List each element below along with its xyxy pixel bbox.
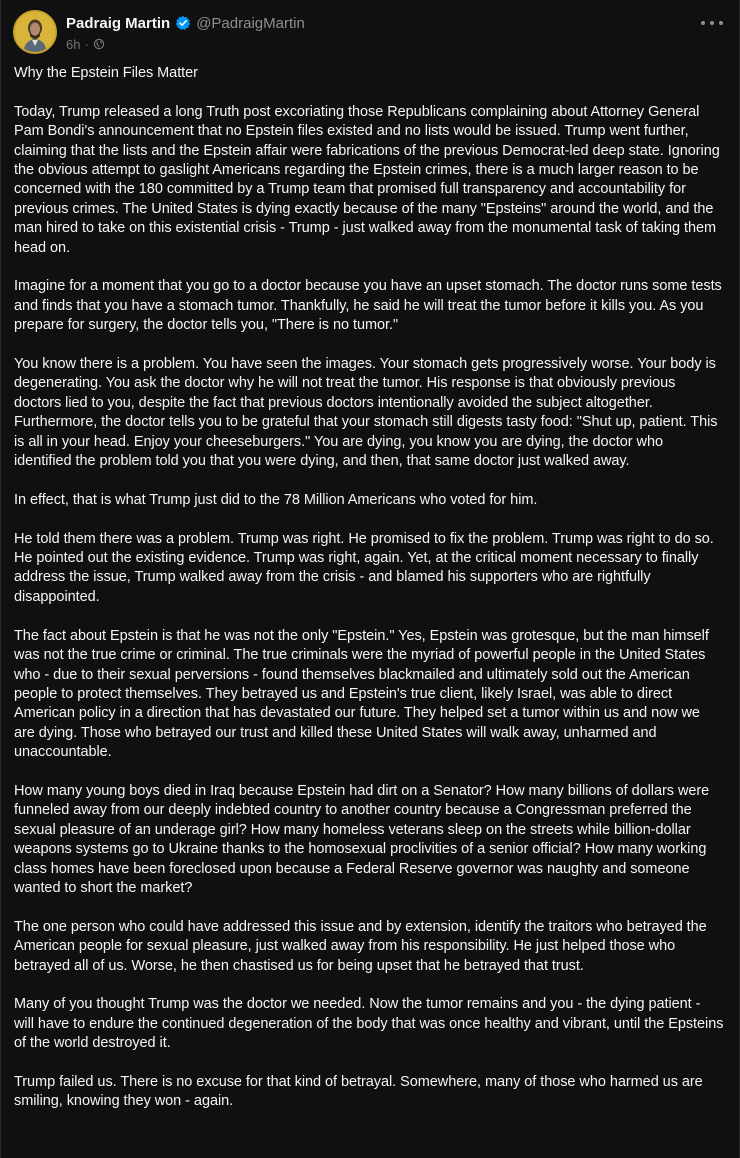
post-paragraph: How many young boys died in Iraq because Epstein had dirt on a Senator? How many billions of dollars were funneled away from our deeply indebted country to another country because a Congressman preferred the sexual pleasure of an underage girl? How many homeless veterans sleep on the streets while billion-dollar weapons systems go to Ukraine thanks to the homosexual proclivities of a senior official? How many working class homes have been foreclosed upon because a Federal Reserve governor was naughty and someone wanted to short the market?: [14, 782, 710, 896]
author-row: [66, 13, 305, 33]
post-title: Why the Epstein Files Matter: [14, 65, 198, 81]
verified-badge-icon: [175, 15, 191, 31]
post-paragraph: The fact about Epstein is that he was not the only "Epstein." Yes, Epstein was grotesque, but the man himself was not the true crime or criminal. The true criminals were the myriad of powerful people in the United States who - due to their sexual perversions - found themselves blackmailed and ultimately sold out the American people to protect themselves. They betrayed us and Epstein's true client, likely Israel, was able to direct American policy in a direction that has devastated our future. They helped set a tumor within us and now we are dying. Those who betrayed our trust and killed these United States will walk away, unharmed and unaccountable.: [14, 627, 709, 761]
post-paragraph: You know there is a problem. You have seen the images. Your stomach gets progressively worse. Your body is degenerating. You ask the doctor why he will not treat the tumor. His response is that obviously previous doctors lied to you, despite the fact that previous doctors intentionally avoided the subject altogether. Furthermore, the doctor tells you to be grateful that your stomach still digests tasty food: "Shut up, patient. This is all in your head. Enjoy your cheeseburgers." You are dying, you know you are dying, the doctor who identified the problem told you that you were dying, and then, that same doctor just walked away.: [14, 356, 718, 470]
post-timestamp[interactable]: 6h: [66, 36, 81, 52]
post-paragraph: Trump failed us. There is no excuse for that kind of betrayal. Somewhere, many of those who harmed us are smiling, knowing they won - again.: [14, 1073, 703, 1110]
meta-separator: ·: [84, 36, 89, 52]
author-display-name[interactable]: Padraig Martin: [66, 14, 171, 32]
more-dot: [701, 21, 705, 25]
globe-icon: [93, 38, 105, 50]
post-paragraph: Many of you thought Trump was the doctor we needed. Now the tumor remains and you - the dying patient - will have to endure the continued degeneration of the body that was once healthy and vibrant, until the Epsteins of the world destroyed it.: [14, 996, 724, 1052]
more-options-icon[interactable]: [701, 16, 723, 30]
post-paragraph: Imagine for a moment that you go to a doctor because you have an upset stomach. The doctor runs some tests and finds that you have a stomach tumor. Thankfully, he said he will treat the tumor before it kills you. As you prepare for surgery, the doctor tells you, "There is no tumor.": [14, 278, 722, 334]
more-dot: [719, 21, 723, 25]
post-paragraph: In effect, that is what Trump just did to the 78 Million Americans who voted for him.: [14, 491, 538, 508]
post-header: [13, 10, 727, 56]
author-handle[interactable]: @PadraigMartin: [196, 14, 305, 32]
more-dot: [710, 21, 714, 25]
post-body: [14, 64, 724, 1131]
post-paragraph: The one person who could have addressed this issue and by extension, identify the traitors who betrayed the American people for sexual pleasure, just walked away from his responsibility. He just helped those who betrayed all of us. Worse, he then chastised us for being upset that he betrayed that trust.: [14, 918, 707, 974]
post-paragraph: Today, Trump released a long Truth post excoriating those Republicans complaining about Attorney General Pam Bondi's announcement that no Epstein files existed and no lists would be issued. Trump went further, claiming that the lists and the Epstein affair were fabrications of the previous Democrat-led deep state. Ignoring the obvious attempt to gaslight Americans regarding the Epstein crimes, there is a much larger reason to be concerned with the 180 committed by a Trump team that promised full transparency and accountability for previous crimes. The United States is dying exactly because of the many "Epsteins" around the world, and the man hired to take on this existential crisis - Trump - just walked away from the monumental task of taking them head on.: [14, 103, 720, 256]
post-paragraph: He told them there was a problem. Trump was right. He promised to fix the problem. Trump was right to do so. He pointed out the existing evidence. Trump was right, again. Yet, at the critical moment necessary to finally address the issue, Trump walked away from the crisis - and blamed his supporters who are rightfully disappointed.: [14, 530, 714, 605]
avatar[interactable]: [13, 10, 57, 54]
avatar-portrait-icon: [15, 12, 55, 52]
post-meta: [66, 36, 105, 52]
